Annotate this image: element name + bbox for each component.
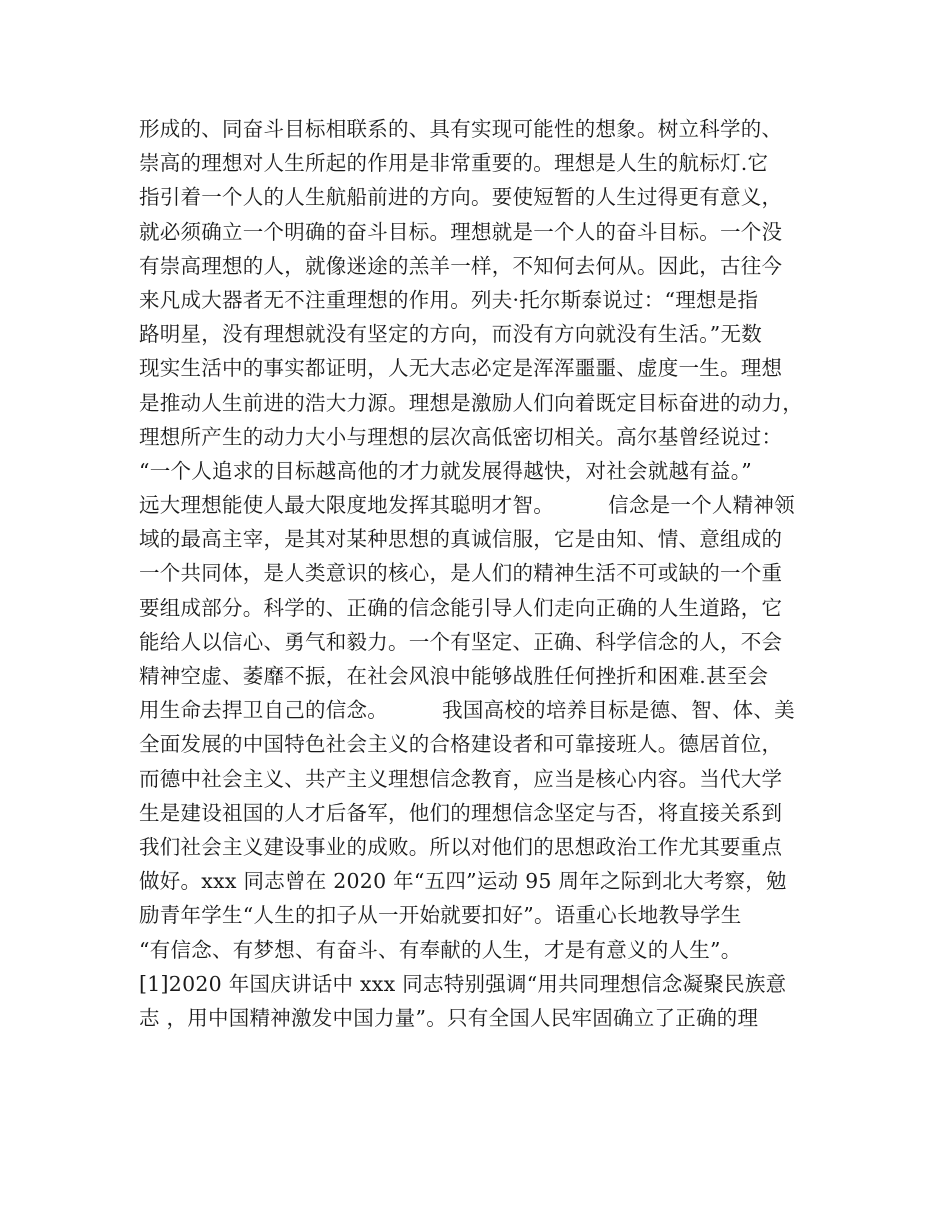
text-line: 一个共同体，是人类意识的核心，是人们的精神生活不可或缺的一个重 bbox=[139, 561, 783, 586]
text-line: 形成的、同奋斗目标相联系的、具有实现可能性的想象。树立科学的、 bbox=[139, 117, 783, 141]
text-line: 生是建设祖国的人才后备军，他们的理想信念坚定与否，将直接关系到 bbox=[139, 800, 783, 825]
text-line: 而德中社会主义、共产主义理想信念教育，应当是核心内容。当代大学 bbox=[139, 766, 783, 791]
body-text bbox=[139, 112, 829, 1035]
text-line: 崇高的理想对人生所起的作用是非常重要的。理想是人生的航标灯.它 bbox=[139, 151, 769, 176]
text-line: [1]2020 年国庆讲话中 xxx 同志特别强调“用共同理想信念凝聚民族意 bbox=[139, 971, 787, 996]
text-line: “一个人追求的目标越高他的才力就发展得越快，对社会就越有益。” bbox=[139, 458, 752, 483]
text-line: 全面发展的中国特色社会主义的合格建设者和可靠接班人。德居首位， bbox=[139, 732, 783, 757]
text-line: 域的最高主宰，是其对某种思想的真诚信服，它是由知、情、意组成的 bbox=[139, 527, 783, 552]
text-line: 我们社会主义建设事业的成败。所以对他们的思想政治工作尤其要重点 bbox=[139, 834, 783, 859]
text-line: 精神空虚、萎靡不振，在社会风浪中能够战胜任何挫折和困难.甚至会 bbox=[139, 664, 769, 688]
text-line: 就必须确立一个明确的奋斗目标。理想就是一个人的奋斗目标。一个没 bbox=[139, 219, 783, 244]
text-line: 做好。xxx 同志曾在 2020 年“五四”运动 95 周年之际到北大考察，勉 bbox=[139, 869, 787, 894]
text-line: 理想所产生的动力大小与理想的层次高低密切相关。高尔基曾经说过： bbox=[139, 424, 783, 449]
text-line: 志 ，用中国精神激发中国力量”。只有全国人民牢固确立了正确的理 bbox=[139, 1005, 759, 1030]
text-line: 要组成部分。科学的、正确的信念能引导人们走向正确的人生道路，它 bbox=[139, 595, 783, 620]
text-line: 励青年学生“人生的扣子从一开始就要扣好”。语重心长地教导学生 bbox=[139, 903, 742, 928]
text-line: 指引着一个人的人生航船前进的方向。要使短暂的人生过得更有意义， bbox=[139, 185, 783, 210]
text-line: 用生命去捍卫自己的信念。 我国高校的培养目标是德、智、体、美 bbox=[139, 698, 795, 723]
text-line: 远大理想能使人最大限度地发挥其聪明才智。 信念是一个人精神领 bbox=[139, 493, 795, 518]
text-line: “有信念、有梦想、有奋斗、有奉献的人生，才是有意义的人生”。 bbox=[139, 937, 742, 962]
text-line: 路明星，没有理想就没有坚定的方向，而没有方向就没有生活。”无数 bbox=[139, 322, 762, 347]
text-line: 能给人以信心、勇气和毅力。一个有坚定、正确、科学信念的人，不会 bbox=[139, 629, 783, 654]
text-line: 是推动人生前进的浩大力源。理想是激励人们向着既定目标奋进的动力， bbox=[139, 390, 803, 415]
text-line: 现实生活中的事实都证明，人无大志必定是浑浑噩噩、虚度一生。理想 bbox=[139, 356, 783, 381]
text-line: 来凡成大器者无不注重理想的作用。列夫·托尔斯泰说过：“理想是指 bbox=[139, 287, 759, 312]
text-line: 有崇高理想的人，就像迷途的羔羊一样，不知何去何从。因此，古往今 bbox=[139, 253, 783, 278]
